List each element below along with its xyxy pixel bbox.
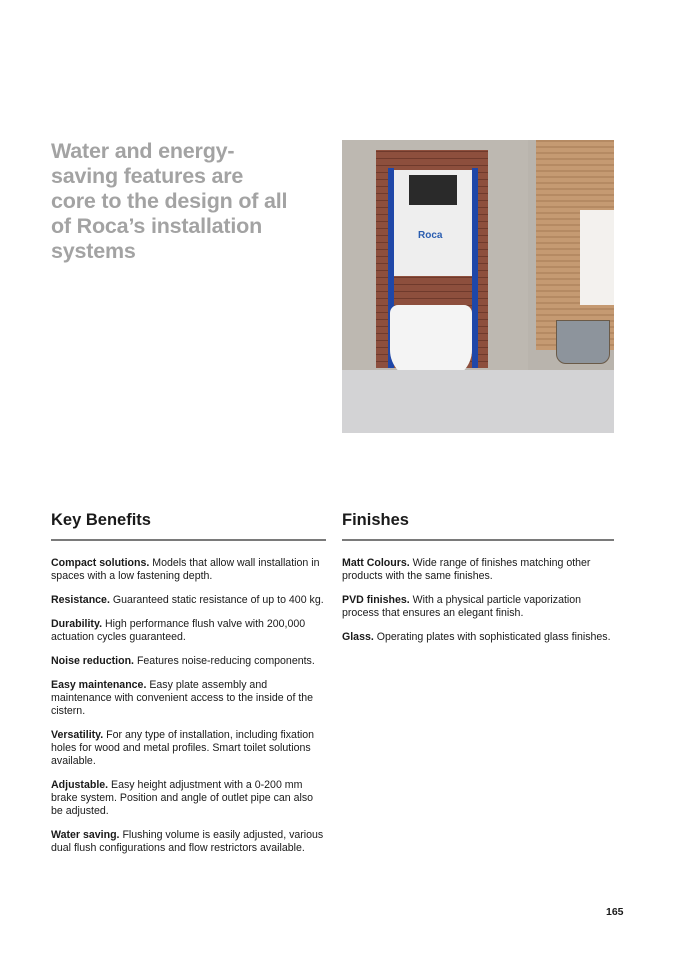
benefit-text: Flushing volume is easily adjusted, various dual flush configurations and flow restrictors available. (51, 829, 324, 854)
finish-item (342, 557, 614, 583)
finish-text: With a physical particle vaporization process that ensures an elegant finish. (342, 594, 582, 619)
page-headline: Water and energy-saving features are core to the design of all of Roca’s installation systems (51, 139, 288, 263)
benefit-text: Easy plate assembly and maintenance with convenient access to the inside of the cistern. (51, 679, 314, 717)
benefit-term: Resistance. (51, 594, 110, 606)
basket (556, 320, 610, 364)
benefit-item (51, 829, 326, 855)
benefit-text: Features noise-reducing components. (134, 655, 315, 667)
divider (51, 539, 326, 541)
benefit-term: Easy maintenance. (51, 679, 147, 691)
divider (342, 539, 614, 541)
finish-text: Operating plates with sophisticated glass finishes. (373, 631, 611, 643)
benefit-text: For any type of installation, including fixation holes for wood and metal profiles. Smart toilet solutions available. (51, 729, 315, 767)
benefit-term: Water saving. (51, 829, 120, 841)
benefit-term: Compact solutions. (51, 557, 150, 569)
roca-logo: Roca (418, 230, 443, 241)
page-number: 165 (606, 906, 624, 918)
benefit-text: Guaranteed static resistance of up to 400 kg. (109, 594, 324, 606)
finish-term: PVD finishes. (342, 594, 410, 606)
benefit-item (51, 557, 326, 583)
benefit-item (51, 618, 326, 644)
product-photo (342, 140, 614, 433)
key-benefits-section (51, 511, 326, 866)
floor (342, 370, 614, 433)
finish-item (342, 631, 614, 644)
benefit-text: Easy height adjustment with a 0-200 mm brake system. Position and angle of outlet pipe can also be adjusted. (51, 779, 314, 817)
key-benefits-heading: Key Benefits (51, 511, 151, 529)
benefit-item (51, 729, 326, 768)
finish-item (342, 594, 614, 620)
benefit-item (51, 779, 326, 818)
flush-plate (409, 175, 457, 205)
finish-term: Matt Colours. (342, 557, 410, 569)
benefit-text: Models that allow wall installation in spaces with a low fastening depth. (51, 557, 320, 582)
finish-term: Glass. (342, 631, 374, 643)
toilet-bowl (390, 305, 472, 380)
benefit-term: Noise reduction. (51, 655, 134, 667)
frame-right (472, 168, 478, 368)
benefit-item (51, 679, 326, 718)
finish-text: Wide range of finishes matching other products with the same finishes. (342, 557, 591, 582)
cabinet (580, 210, 614, 305)
benefit-term: Durability. (51, 618, 103, 630)
benefit-item (51, 594, 326, 607)
benefit-item (51, 655, 326, 668)
finishes-heading: Finishes (342, 511, 409, 529)
benefit-term: Adjustable. (51, 779, 109, 791)
benefit-text: High performance flush valve with 200,000 actuation cycles guaranteed. (51, 618, 306, 643)
benefit-term: Versatility. (51, 729, 104, 741)
finishes-section (342, 511, 614, 655)
